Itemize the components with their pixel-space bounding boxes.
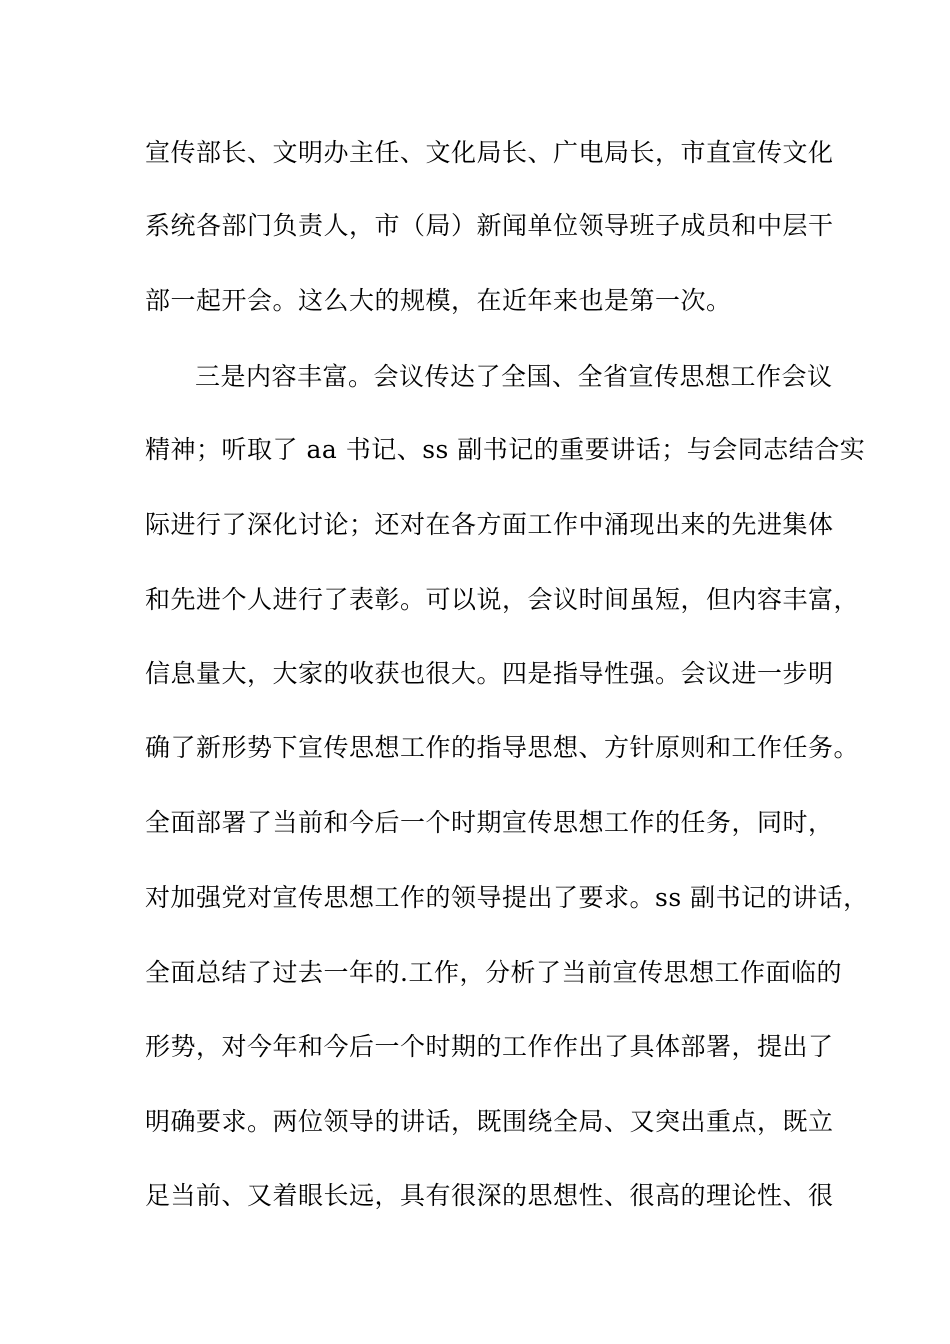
text-line-13: 形势，对今年和今后一个时期的工作作出了具体部署，提出了 xyxy=(145,1032,834,1061)
text-line-10: 全面部署了当前和今后一个时期宣传思想工作的任务，同时， xyxy=(145,808,834,837)
text-line-14: 明确要求。两位领导的讲话，既围绕全局、又突出重点，既立 xyxy=(145,1107,834,1136)
text-line-3: 部一起开会。这么大的规模，在近年来也是第一次。 xyxy=(145,286,732,315)
text-line-9: 确了新形势下宣传思想工作的指导思想、方针原则和工作任务。 xyxy=(145,733,860,762)
text-line-2: 系统各部门负责人，市（局）新闻单位领导班子成员和中层干 xyxy=(145,211,834,240)
text-line-11: 对加强党对宣传思想工作的领导提出了要求。ss 副书记的讲话， xyxy=(145,883,869,912)
text-line-6: 际进行了深化讨论；还对在各方面工作中涌现出来的先进集体 xyxy=(145,510,834,539)
text-line-12: 全面总结了过去一年的.工作，分析了当前宣传思想工作面临的 xyxy=(145,958,842,987)
text-line-7: 和先进个人进行了表彰。可以说，会议时间虽短，但内容丰富， xyxy=(145,585,860,614)
text-line-8: 信息量大，大家的收获也很大。四是指导性强。会议进一步明 xyxy=(145,659,834,688)
text-line-5: 精神；听取了 aa 书记、ss 副书记的重要讲话；与会同志结合实 xyxy=(145,435,866,464)
text-line-1: 宣传部长、文明办主任、文化局长、广电局长，市直宣传文化 xyxy=(145,138,834,167)
paragraph-start-line: 三是内容丰富。会议传达了全国、全省宣传思想工作会议 xyxy=(195,362,833,391)
text-line-15: 足当前、又着眼长远，具有很深的思想性、很高的理论性、很 xyxy=(145,1181,834,1210)
